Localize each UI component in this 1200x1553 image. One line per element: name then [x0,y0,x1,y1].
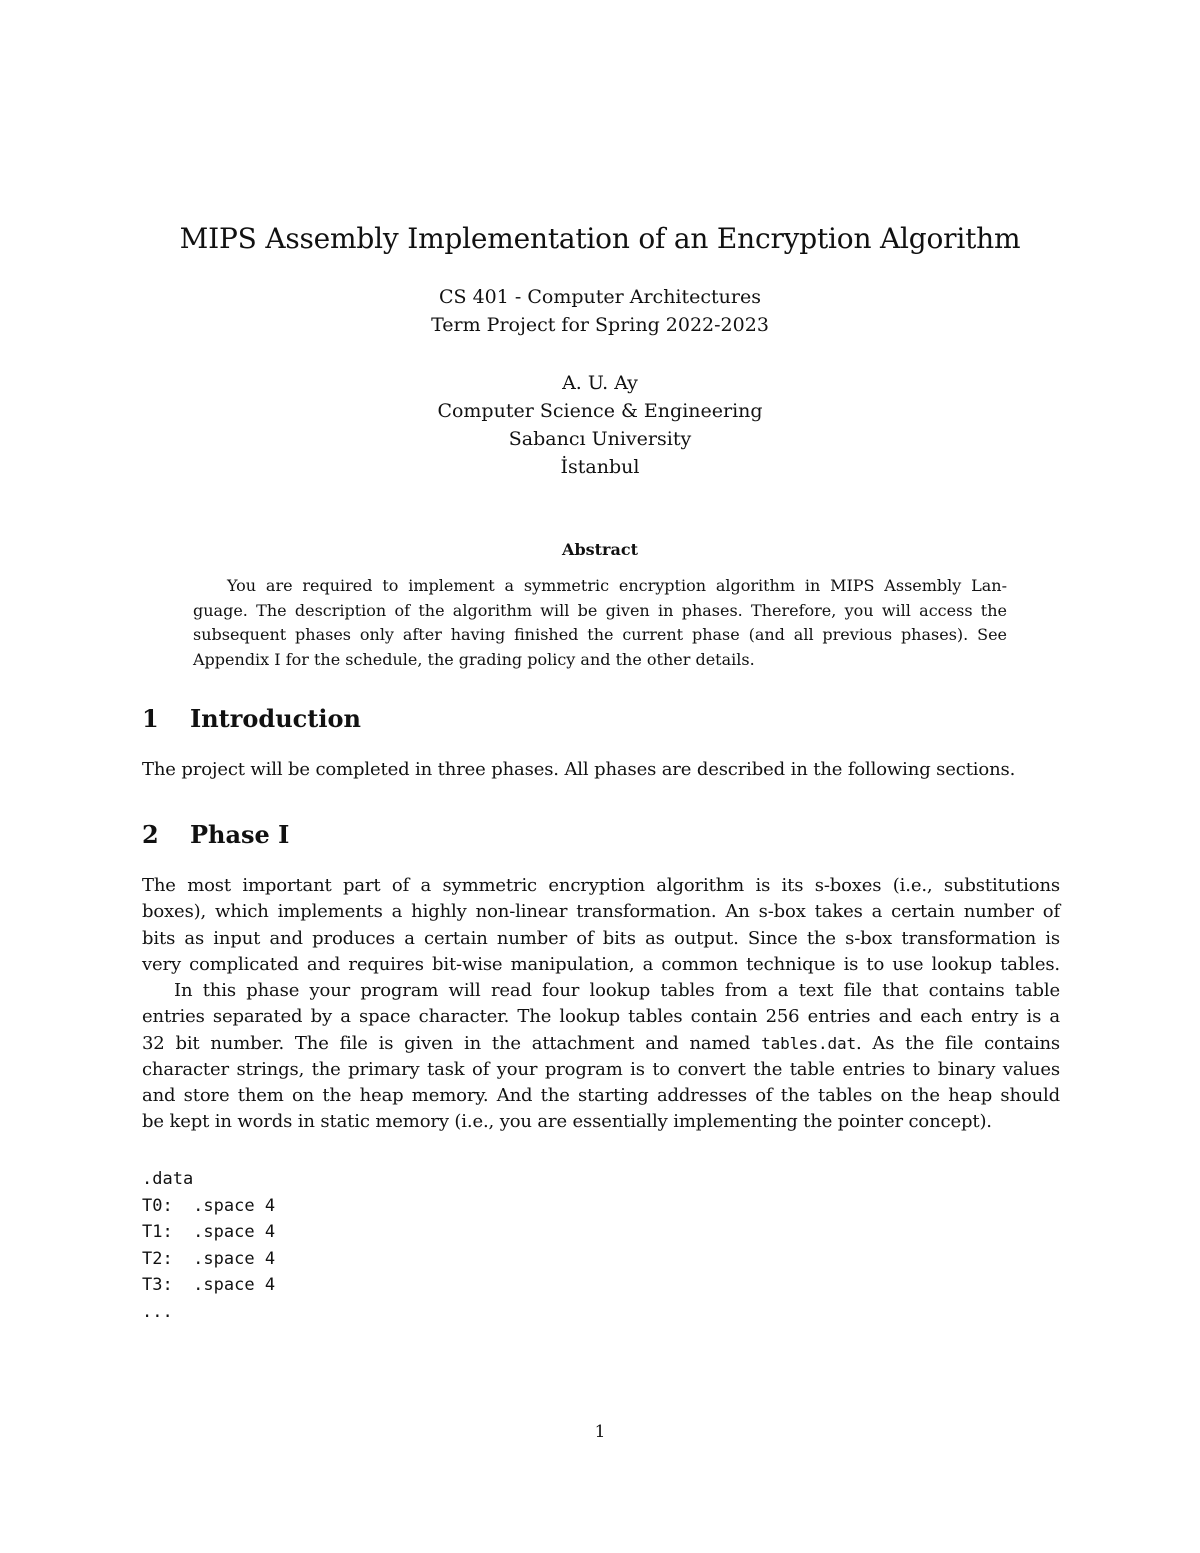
paragraph-line: be kept in words in static memory (i.e., you are essentially implementing the pointer concept). [142,1111,992,1133]
abstract-line: Appendix I for the schedule, the grading policy and the other details. [193,649,755,669]
course-line: CS 401 - Computer Architectures [439,286,761,308]
paragraph-line-with-filename [142,1031,1060,1057]
code-line: .data [142,1169,194,1189]
code-line: T3: .space 4 [142,1275,276,1295]
page-number: 1 [594,1422,606,1442]
paragraph-line: In this phase your program will read four lookup tables from a text file that contains table [174,980,1060,1001]
author-name: A. U. Ay [562,372,638,394]
phase-1-paragraph-2 [142,978,1060,1136]
author-city: İstanbul [560,456,640,478]
author-department: Computer Science & Engineering [437,400,763,422]
section-heading-phase-1 [142,820,289,849]
abstract-line: guage. The description of the algorithm will be given in phases. Therefore, you will access the [193,600,1007,620]
paragraph-line: very complicated and requires bit-wise manipulation, a common technique is to use lookup tables. [142,953,1060,975]
code-line: T0: .space 4 [142,1195,276,1216]
section-number: 1 [142,704,159,733]
code-line: T1: .space 4 [142,1222,276,1242]
abstract-line: You are required to implement a symmetric encryption algorithm in MIPS Assembly Lan- [227,576,1007,595]
paragraph-line: character strings, the primary task of your program is to convert the table entries to binary values [142,1058,1060,1080]
paragraph-line: entries separated by a space character. The lookup tables contain 256 entries and each entry is a [142,1006,1060,1028]
section-title: Introduction [190,704,361,733]
phase-1-paragraph-1 [142,873,1060,978]
paragraph-line: The most important part of a symmetric encryption algorithm is its s-boxes (i.e., substitutions [142,875,1060,896]
paragraph-text: . As the file contains [855,1032,1060,1054]
abstract-heading: Abstract [562,540,638,559]
paper-title: MIPS Assembly Implementation of an Encryption Algorithm [179,222,1021,255]
introduction-paragraph [142,757,1060,783]
paragraph-line: and store them on the heap memory. And the starting addresses of the tables on the heap should [142,1085,1060,1107]
author-university: Sabancı University [508,428,692,450]
paragraph-line: bits as input and produces a certain number of bits as output. Since the s-box transformation is [142,927,1060,949]
paragraph-line: boxes), which implements a highly non-linear transformation. An s-box takes a certain number of [142,901,1060,923]
abstract-body [193,574,1007,672]
term-line: Term Project for Spring 2022-2023 [431,314,769,336]
code-line: T2: .space 4 [142,1248,276,1269]
abstract-line: subsequent phases only after having finished the current phase (and all previous phases). See [193,625,1007,644]
section-title: Phase I [190,820,290,849]
code-line: ... [142,1301,173,1322]
code-listing [142,1166,275,1325]
section-number: 2 [142,820,159,849]
filename-code: tables.dat [761,1033,856,1053]
paragraph-text: 32 bit number. The file is given in the attachment and named [142,1032,762,1054]
paragraph-line: The project will be completed in three phases. All phases are described in the following sections. [142,759,1016,780]
section-heading-introduction [142,704,361,733]
